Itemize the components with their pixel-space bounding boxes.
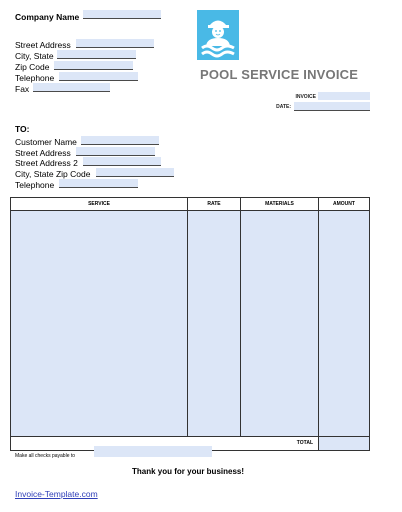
company-name-label: Company Name: [15, 12, 80, 22]
service-header: SERVICE: [88, 201, 110, 207]
invoice-number-field[interactable]: [318, 92, 370, 100]
to-city-state-zip-label: City, State Zip Code: [15, 169, 91, 179]
checks-payable-field[interactable]: [94, 446, 212, 457]
street-address-field[interactable]: [76, 39, 154, 48]
column-divider: [318, 198, 319, 450]
total-label: TOTAL: [296, 440, 313, 446]
fax-field[interactable]: [33, 83, 110, 92]
date-field[interactable]: [294, 102, 370, 111]
materials-column-cells[interactable]: [241, 210, 318, 436]
date-label: DATE:: [276, 104, 291, 110]
materials-header: MATERIALS: [265, 201, 294, 207]
to-city-state-zip-field[interactable]: [96, 168, 174, 177]
invoice-table: [10, 197, 370, 451]
city-state-label: City, State: [15, 51, 54, 61]
header-divider: [11, 210, 369, 211]
customer-name-label: Customer Name: [15, 137, 77, 147]
to-telephone-field[interactable]: [59, 179, 138, 188]
column-divider: [240, 198, 241, 436]
checks-payable-label: Make all checks payable to: [15, 453, 76, 459]
telephone-label: Telephone: [15, 73, 55, 83]
invoice-title: POOL SERVICE INVOICE: [200, 67, 359, 82]
rate-column-cells[interactable]: [188, 210, 240, 436]
service-column-cells[interactable]: [11, 210, 187, 436]
column-divider: [187, 198, 188, 436]
street-address-label: Street Address: [15, 40, 71, 50]
zip-code-field[interactable]: [54, 61, 133, 70]
to-street-address-2-field[interactable]: [83, 157, 161, 166]
company-name-field[interactable]: [83, 10, 161, 19]
zip-code-label: Zip Code: [15, 62, 50, 72]
amount-header: AMOUNT: [333, 201, 355, 207]
total-divider: [11, 436, 369, 437]
invoice-template-link[interactable]: Invoice-Template.com: [15, 489, 98, 499]
customer-name-field[interactable]: [81, 136, 159, 145]
rate-header: RATE: [207, 201, 221, 207]
invoice-number-label: INVOICE: [295, 94, 316, 100]
city-state-field[interactable]: [57, 50, 136, 59]
fax-label: Fax: [15, 84, 30, 94]
to-telephone-label: Telephone: [15, 180, 55, 190]
telephone-field[interactable]: [59, 72, 138, 81]
amount-column-cells[interactable]: [319, 210, 369, 450]
thank-you-message: Thank you for your business!: [132, 467, 245, 476]
to-street-address-label: Street Address: [15, 148, 71, 158]
to-street-address-field[interactable]: [76, 147, 155, 156]
to-label: TO:: [15, 124, 30, 134]
to-street-address-2-label: Street Address 2: [15, 158, 78, 168]
pool-worker-icon: [197, 10, 239, 60]
